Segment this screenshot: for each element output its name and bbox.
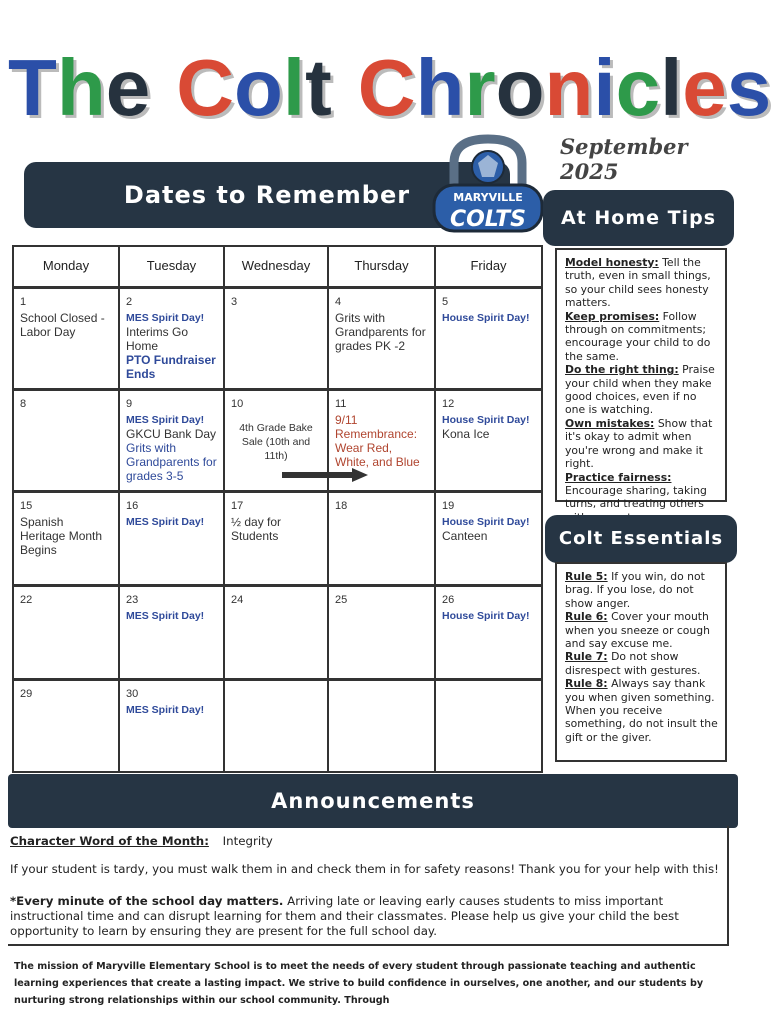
calendar-header-friday: Friday	[436, 247, 541, 289]
tips-item-text: Encourage sharing, taking turns, and treating others	[565, 483, 707, 511]
character-word-value: Integrity	[222, 834, 273, 848]
masthead-letter: r	[464, 43, 496, 132]
essentials-item	[565, 610, 719, 650]
calendar-event: Canteen	[442, 529, 488, 543]
calendar-day-cell	[436, 587, 541, 681]
essentials-item-title: Rule 5:	[565, 570, 608, 583]
calendar-day-cell	[225, 587, 329, 681]
calendar-day-number: 24	[231, 594, 244, 606]
calendar-event: Interims Go Home	[126, 325, 189, 353]
calendar-header-thursday: Thursday	[329, 247, 436, 289]
essentials-item-title: Rule 7:	[565, 650, 608, 664]
tips-item	[565, 310, 719, 364]
masthead-letter: i	[593, 43, 616, 132]
calendar-event: ½ day for Students	[231, 515, 282, 543]
calendar-day-cell	[436, 493, 541, 587]
calendar-day-number: 4	[335, 296, 342, 308]
attendance-notice	[10, 894, 722, 939]
calendar-day-number: 16	[126, 500, 139, 512]
essentials-item-title: Rule 6:	[565, 610, 608, 624]
calendar-day-cell	[329, 681, 436, 771]
calendar-day-cell	[120, 587, 225, 681]
newsletter-masthead	[8, 38, 772, 138]
calendar-event: Grits with Grandparents for grades PK -2	[335, 311, 426, 353]
maryville-colts-logo	[432, 133, 544, 241]
masthead-letter: n	[544, 43, 594, 132]
tips-item-title: Model honesty:	[565, 256, 659, 269]
calendar-day-cell	[14, 289, 120, 391]
masthead-letter: l	[660, 43, 683, 132]
calendar-day-number: 11	[335, 398, 347, 410]
mission-statement: The mission of Maryville Elementary School is to meet the needs of every student through passionate teaching and authentic learning experiences that create a lasting impact. We strive to build confidence in ourselves, one another, and our students by nurturing strong relationships within our school community. Through	[14, 961, 704, 1006]
calendar-day-number: 30	[126, 688, 139, 700]
masthead-letter: C	[357, 43, 416, 132]
calendar-day-cell	[14, 587, 120, 681]
masthead-letter: e	[105, 43, 151, 132]
calendar-day-cell	[225, 493, 329, 587]
calendar-day-cell	[329, 587, 436, 681]
tips-item-title: Do the right thing:	[565, 363, 679, 377]
character-word	[10, 834, 273, 849]
essentials-item	[565, 650, 719, 677]
masthead-letter: h	[56, 43, 106, 132]
masthead-letter: t	[305, 43, 332, 132]
attendance-notice-lead: *Every minute of the school day matters.	[10, 894, 284, 908]
calendar-event: House Spirit Day!	[442, 414, 530, 426]
calendar-day-number: 2	[126, 296, 133, 308]
calendar-day-cell	[14, 493, 120, 587]
logo-school-name: MARYVILLE	[453, 191, 523, 204]
tips-item-text: Show that it's okay to admit when you're wrong and make it right.	[565, 416, 713, 471]
calendar-event: House Spirit Day!	[442, 312, 530, 324]
colt-essentials-box	[555, 562, 727, 762]
calendar-day-number: 5	[442, 296, 449, 308]
calendar-day-cell	[120, 289, 225, 391]
masthead-letter: c	[615, 43, 661, 132]
masthead-letter: o	[495, 43, 545, 132]
essentials-item	[565, 570, 719, 610]
calendar-event: MES Spirit Day!	[126, 516, 205, 528]
calendar-day-cell	[436, 289, 541, 391]
tips-item	[565, 256, 719, 310]
calendar-event: GKCU Bank Day	[126, 427, 217, 441]
calendar-day-number: 17	[231, 500, 244, 512]
essentials-item	[565, 677, 719, 744]
tips-item-text: Follow through on commitments; encourage your child to do the same.	[565, 309, 711, 363]
calendar-day-cell	[120, 681, 225, 771]
announcements-banner: Announcements	[8, 774, 738, 828]
calendar-event: MES Spirit Day!	[126, 610, 205, 622]
tips-item-text: Tell the truth, even in small things, so your child sees honesty matters.	[565, 256, 711, 310]
masthead-letter: h	[415, 43, 465, 132]
calendar-header-wednesday: Wednesday	[225, 247, 329, 289]
essentials-item-text: Do not show disrespect with gestures.	[565, 650, 701, 677]
tips-item	[565, 363, 719, 417]
masthead-letter: o	[234, 43, 283, 132]
calendar-event: MES Spirit Day!	[126, 312, 205, 324]
calendar-day-number: 26	[442, 594, 455, 606]
calendar-header-monday: Monday	[14, 247, 120, 289]
calendar-day-number: 1	[20, 296, 27, 308]
at-home-tips-banner: At Home Tips	[543, 190, 734, 246]
essentials-item-text: Cover your mouth when you sneeze or cough and say excuse me.	[565, 610, 710, 651]
masthead-letter: e	[682, 43, 727, 132]
calendar-day-cell	[436, 681, 541, 771]
tips-item	[565, 417, 719, 471]
tips-item-text: Praise your child when they make good choices, even if no one is watching.	[565, 363, 715, 417]
calendar-event: House Spirit Day!	[442, 516, 530, 528]
attendance-notice-body: Arriving late or leaving early causes students to miss important instructional time and can disrupt learning for them and their classmates. Please help us give your child the best opportunity to learn by ensuring they are present for the full school day.	[10, 894, 679, 938]
calendar-event: School Closed - Labor Day	[20, 311, 105, 339]
calendar-day-cell	[120, 493, 225, 587]
calendar-event: Grits with Grandparents for grades 3-5	[126, 441, 217, 483]
calendar-event: MES Spirit Day!	[126, 704, 205, 716]
calendar-day-cell	[436, 391, 541, 493]
calendar-day-number: 22	[20, 594, 33, 606]
calendar-day-cell	[329, 289, 436, 391]
calendar-event: 4th Grade Bake Sale (10th and 11th)	[239, 422, 313, 462]
calendar-event: House Spirit Day!	[442, 610, 530, 622]
calendar-header-tuesday: Tuesday	[120, 247, 225, 289]
calendar-day-number: 10	[231, 398, 244, 410]
essentials-item-text: If you win, do not brag. If you lose, do not show anger.	[565, 570, 705, 610]
tips-item-title: Own mistakes:	[565, 416, 655, 430]
tardy-notice: If your student is tardy, you must walk them in and check them in for safety reasons! Thank you for your help with this!	[10, 862, 719, 876]
dates-to-remember-banner: Dates to Remember	[24, 162, 510, 228]
calendar-day-cell	[329, 493, 436, 587]
masthead-letter: l	[282, 43, 306, 132]
logo-team-name: COLTS	[449, 207, 527, 232]
calendar-day-number: 15	[20, 500, 33, 512]
tips-item-title: Keep promises:	[565, 309, 660, 323]
calendar-event: PTO Fundraiser Ends	[126, 353, 216, 381]
masthead-letter: T	[8, 43, 57, 132]
calendar-day-number: 18	[335, 500, 348, 512]
colt-essentials-banner: Colt Essentials	[545, 515, 737, 563]
masthead-letter: C	[176, 43, 235, 132]
calendar-event: 9/11 Remembrance: Wear Red, White, and Blue	[335, 413, 420, 469]
calendar-day-number: 8	[20, 398, 27, 410]
calendar-day-number: 3	[231, 296, 238, 308]
calendar-day-number: 9	[126, 398, 133, 410]
arrow-right-icon	[282, 468, 368, 482]
calendar-day-number: 12	[442, 398, 455, 410]
announcements-box	[8, 826, 729, 946]
calendar-day-number: 25	[335, 594, 348, 606]
essentials-item-title: Rule 8:	[565, 677, 608, 691]
calendar-event: MES Spirit Day!	[126, 414, 205, 426]
calendar-day-cell	[225, 289, 329, 391]
tips-item-title: Practice fairness:	[565, 470, 672, 484]
essentials-item-text: Always say thank you when given something. When you receive something, do not insult the gift or the giver.	[565, 677, 718, 744]
september-calendar	[12, 245, 543, 773]
issue-date: September 2025	[560, 134, 688, 184]
calendar-day-cell	[14, 391, 120, 493]
calendar-day-number: 23	[126, 594, 139, 606]
calendar-day-number: 19	[442, 500, 455, 512]
character-word-label: Character Word of the Month:	[10, 834, 209, 848]
masthead-letter: s	[726, 43, 772, 132]
calendar-event: Spanish Heritage Month Begins	[20, 515, 103, 557]
calendar-day-number: 29	[20, 688, 33, 700]
calendar-day-cell	[225, 681, 329, 771]
calendar-day-cell	[120, 391, 225, 493]
calendar-day-cell	[14, 681, 120, 771]
calendar-event: Kona Ice	[442, 427, 490, 441]
at-home-tips-box	[555, 248, 727, 511]
